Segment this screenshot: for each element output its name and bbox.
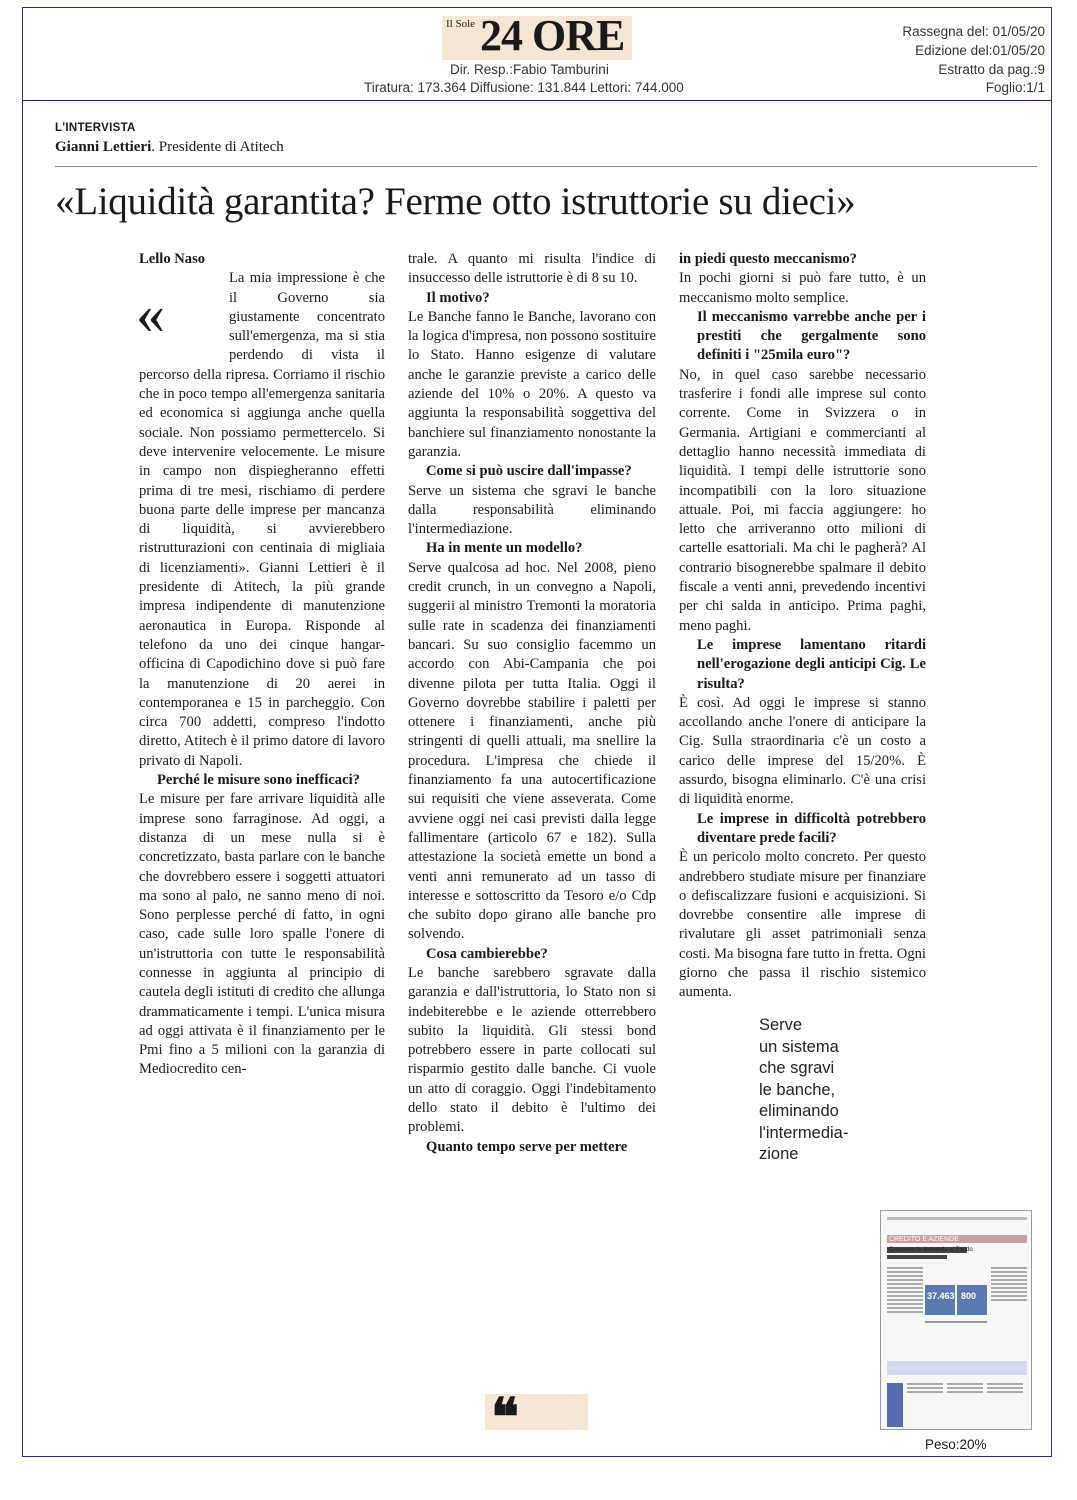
- foglio-sheet: Foglio:1/1: [985, 80, 1045, 95]
- answer: Le banche sarebbero sgravate dalla garanzia e dall'istruttoria, lo Stato non si indebiterebbe e le aziende otterrebbero subito la liquidità. Gli stessi bond potrebbero essere in parte collocati sul risparmio gestito dalle banche. Ci vuole un atto di coraggio. Oggi l'indebitamento dello stato il debito è l'ultimo dei problemi.: [408, 964, 656, 1136]
- question: Ha in mente un modello?: [426, 540, 583, 557]
- answer: Serve un sistema che sgravi le banche dalla responsabilità eliminando l'intermediazione.: [408, 482, 656, 538]
- weight-label: Peso:20%: [925, 1437, 987, 1452]
- article-column-2: [408, 250, 656, 1157]
- thumbnail-stat-2: 800: [961, 1291, 977, 1301]
- logo-small-text: Il Sole: [446, 18, 476, 30]
- answer: È così. Ad oggi le imprese si stanno accollando anche l'onere di anticipare la Cig. Sulla straordinaria c'è un costo a carico delle imprese del 15/20%. È assurdo, bisogna eliminarlo. C'è una crisi di liquidità enorme.: [679, 694, 926, 808]
- headline-rule: [55, 166, 1037, 167]
- question: Quanto tempo serve per mettere: [426, 1138, 628, 1155]
- question: Il meccanismo varrebbe anche per i prestiti che gergalmente sono definiti i "25mila euro"?: [697, 308, 926, 364]
- pull-quote: [759, 1015, 848, 1166]
- pull-quote-line: le banche,: [759, 1080, 836, 1099]
- question: Perché le misure sono inefficaci?: [157, 772, 360, 789]
- thumbnail-section: CREDITO E AZIENDE: [889, 1236, 959, 1243]
- question: Le imprese lamentano ritardi nell'erogazione degli anticipi Cig. Le risulta?: [697, 636, 926, 692]
- interviewee-name: Gianni Lettieri: [55, 139, 152, 155]
- answer: In pochi giorni si può fare tutto, è un meccanismo molto semplice.: [679, 270, 926, 306]
- article-column-1: [139, 250, 385, 1080]
- quote-icon: ❝: [491, 1390, 519, 1447]
- header-separator: [22, 100, 1052, 101]
- thumbnail-headline: Crescono le domande al Fondo: [889, 1247, 973, 1253]
- article-kicker: L'INTERVISTA: [55, 122, 136, 134]
- intro-text: La mia impressione è che il Governo sia giustamente concentrato sull'emergenza, ma si stia perdendo di vista il percorso della ripresa. Corriamo il rischio che in poco tempo all'emergenza sanitaria ed economica si aggiunga anche quella sociale. Non possiamo permettercelo. Si deve intervenire velocemente. Le misure in campo non dispiegheranno effetti prima di tre mesi, rischiamo di perdere buona parte delle imprese per mancanza di liquidità, si avvierebbero ristrutturazioni con centinaia di migliaia di licenziamenti». Gianni Lettieri è il presidente di Atitech, la più grande impresa indipendente di manutenzione aeronautica in Europa. Risponde al telefono da uno dei cinque hangar-officina di Capodichino dove si può fare la manutenzione di 20 aerei in contemporanea e 15 in parcheggio. Con circa 700 addetti, compreso l'indotto diretto, Atitech è il primo datore di lavoro privato di Napoli.: [139, 270, 385, 769]
- answer: trale. A quanto mi risulta l'indice di insuccesso delle istruttorie è di 8 su 10.: [408, 251, 656, 287]
- question: Come si può uscire dall'impasse?: [426, 463, 632, 480]
- pull-quote-line: eliminando: [759, 1102, 839, 1120]
- question: Il motivo?: [426, 289, 490, 306]
- interviewee-role: . Presidente di Atitech: [151, 139, 284, 155]
- circulation-line: Tiratura: 173.364 Diffusione: 131.844 Lettori: 744.000: [364, 80, 684, 95]
- question: in piedi questo meccanismo?: [679, 251, 857, 267]
- article-subkicker: [55, 139, 284, 156]
- paragraph: [139, 269, 385, 771]
- newspaper-logo: [442, 11, 632, 60]
- edizione-date: Edizione del:01/05/20: [915, 43, 1045, 58]
- question: Cosa cambierebbe?: [426, 945, 548, 962]
- rassegna-date: Rassegna del: 01/05/20: [902, 24, 1045, 39]
- page-thumbnail: [880, 1210, 1032, 1430]
- thumbnail-stat-1: 37.463: [927, 1291, 955, 1301]
- pull-quote-line: l'intermedia-: [759, 1123, 849, 1142]
- pull-quote-line: un sistema: [759, 1037, 839, 1056]
- article-column-3: [679, 250, 926, 1003]
- answer: Le Banche fanno le Banche, lavorano con la logica d'impresa, non possono sostituire lo Stato. Hanno esigenze di valutare anche le garanzie previste a carico delle aziende del 10% o 20%. A questo va aggiunta la responsabilità soggettiva del banchiere sul finanziamento nonostante la garanzia.: [408, 308, 656, 460]
- pull-quote-line: che sgravi: [759, 1059, 835, 1077]
- pull-quote-line: Serve: [759, 1016, 803, 1034]
- answer: Serve qualcosa ad hoc. Nel 2008, pieno credit crunch, in un convegno a Napoli, suggerii al ministro Tremonti la moratoria sulle rate in scadenza dei finanziamenti bancari. Su suo consiglio facemmo un accordo con Abi-Campania che poi divenne pilota per tutta Italia. Oggi il Governo dovrebbe stabilire i paletti per ottenere i finanziamenti, anche più stringenti di quelli attuali, ma snellire la procedura. L'impresa che chiede il finanziamento fa una autocertificazione sui requisiti che viene asseverata. Come avviene oggi nei casi previsti dalla legge fallimentare (articolo 67 e 182). Sulla attestazione la società emette un bond a venti anni remunerato ad un tasso di interesse e sottoscritto da Tesoro e/o Cdp che subito dopo girano alle banche pro solvendo.: [408, 559, 656, 943]
- answer: Le misure per fare arrivare liquidità alle imprese sono farraginose. Ad oggi, a distanza di un mese nulla si è concretizzato, basta parlare con le banche che dovrebbero essere i soggetti attuatori ma sono al palo, ne sanno meno di noi. Sono perplesse perché di fatto, in ogni caso, cade sulle loro spalle l'onere di un'istruttoria con tutte le responsabilità connesse in aggiunta al principio di cautela degli istituti di credito che allunga drammaticamente i tempi. L'unica misura ad oggi attivata è il finanziamento per le Pmi fino a 5 milioni con la garanzia di Mediocredito cen-: [139, 791, 385, 1078]
- question: Le imprese in difficoltà potrebbero diventare prede facili?: [697, 810, 926, 846]
- answer: È un pericolo molto concreto. Per questo andrebbero studiate misure per finanziare o defiscalizzare fusioni e acquisizioni. Si dovrebbe consentire alle imprese di rivalutare gli asset patrimoniali senza costi. Ma bisogna fare tutto in fretta. Ogni giorno che passa il rischio sistemico aumenta.: [679, 849, 926, 1001]
- opening-quote-mark: «: [136, 281, 165, 346]
- quote-box: [485, 1390, 588, 1447]
- logo-big-text: 24 ORE: [480, 11, 625, 60]
- director-line: Dir. Resp.:Fabio Tamburini: [450, 62, 609, 77]
- answer: No, in quel caso sarebbe necessario trasferire i fondi alle imprese sul conto corrente. Come in Svizzera o in Germania. Artigiani e commercianti al dettaglio hanno necessità immediata di liquidità. I tempi delle istruttorie sono incompatibili con la loro situazione attuale. Poi, mi faccia aggiungere: ho letto che arriveranno otto milioni di cartelle esattoriali. Ma chi le pagherà? Al contrario bisognerebbe spalmare il debito fiscale a venti anni, prevedendo incentivi per chi salda in anticipo. Prima paghi, meno paghi.: [679, 366, 926, 634]
- byline: Lello Naso: [139, 251, 206, 267]
- pull-quote-line: zione: [759, 1145, 799, 1163]
- thumbnail-graphic: [881, 1211, 1032, 1430]
- article-headline: «Liquidità garantita? Ferme otto istruttorie su dieci»: [55, 180, 856, 223]
- estratto-page: Estratto da pag.:9: [938, 62, 1045, 77]
